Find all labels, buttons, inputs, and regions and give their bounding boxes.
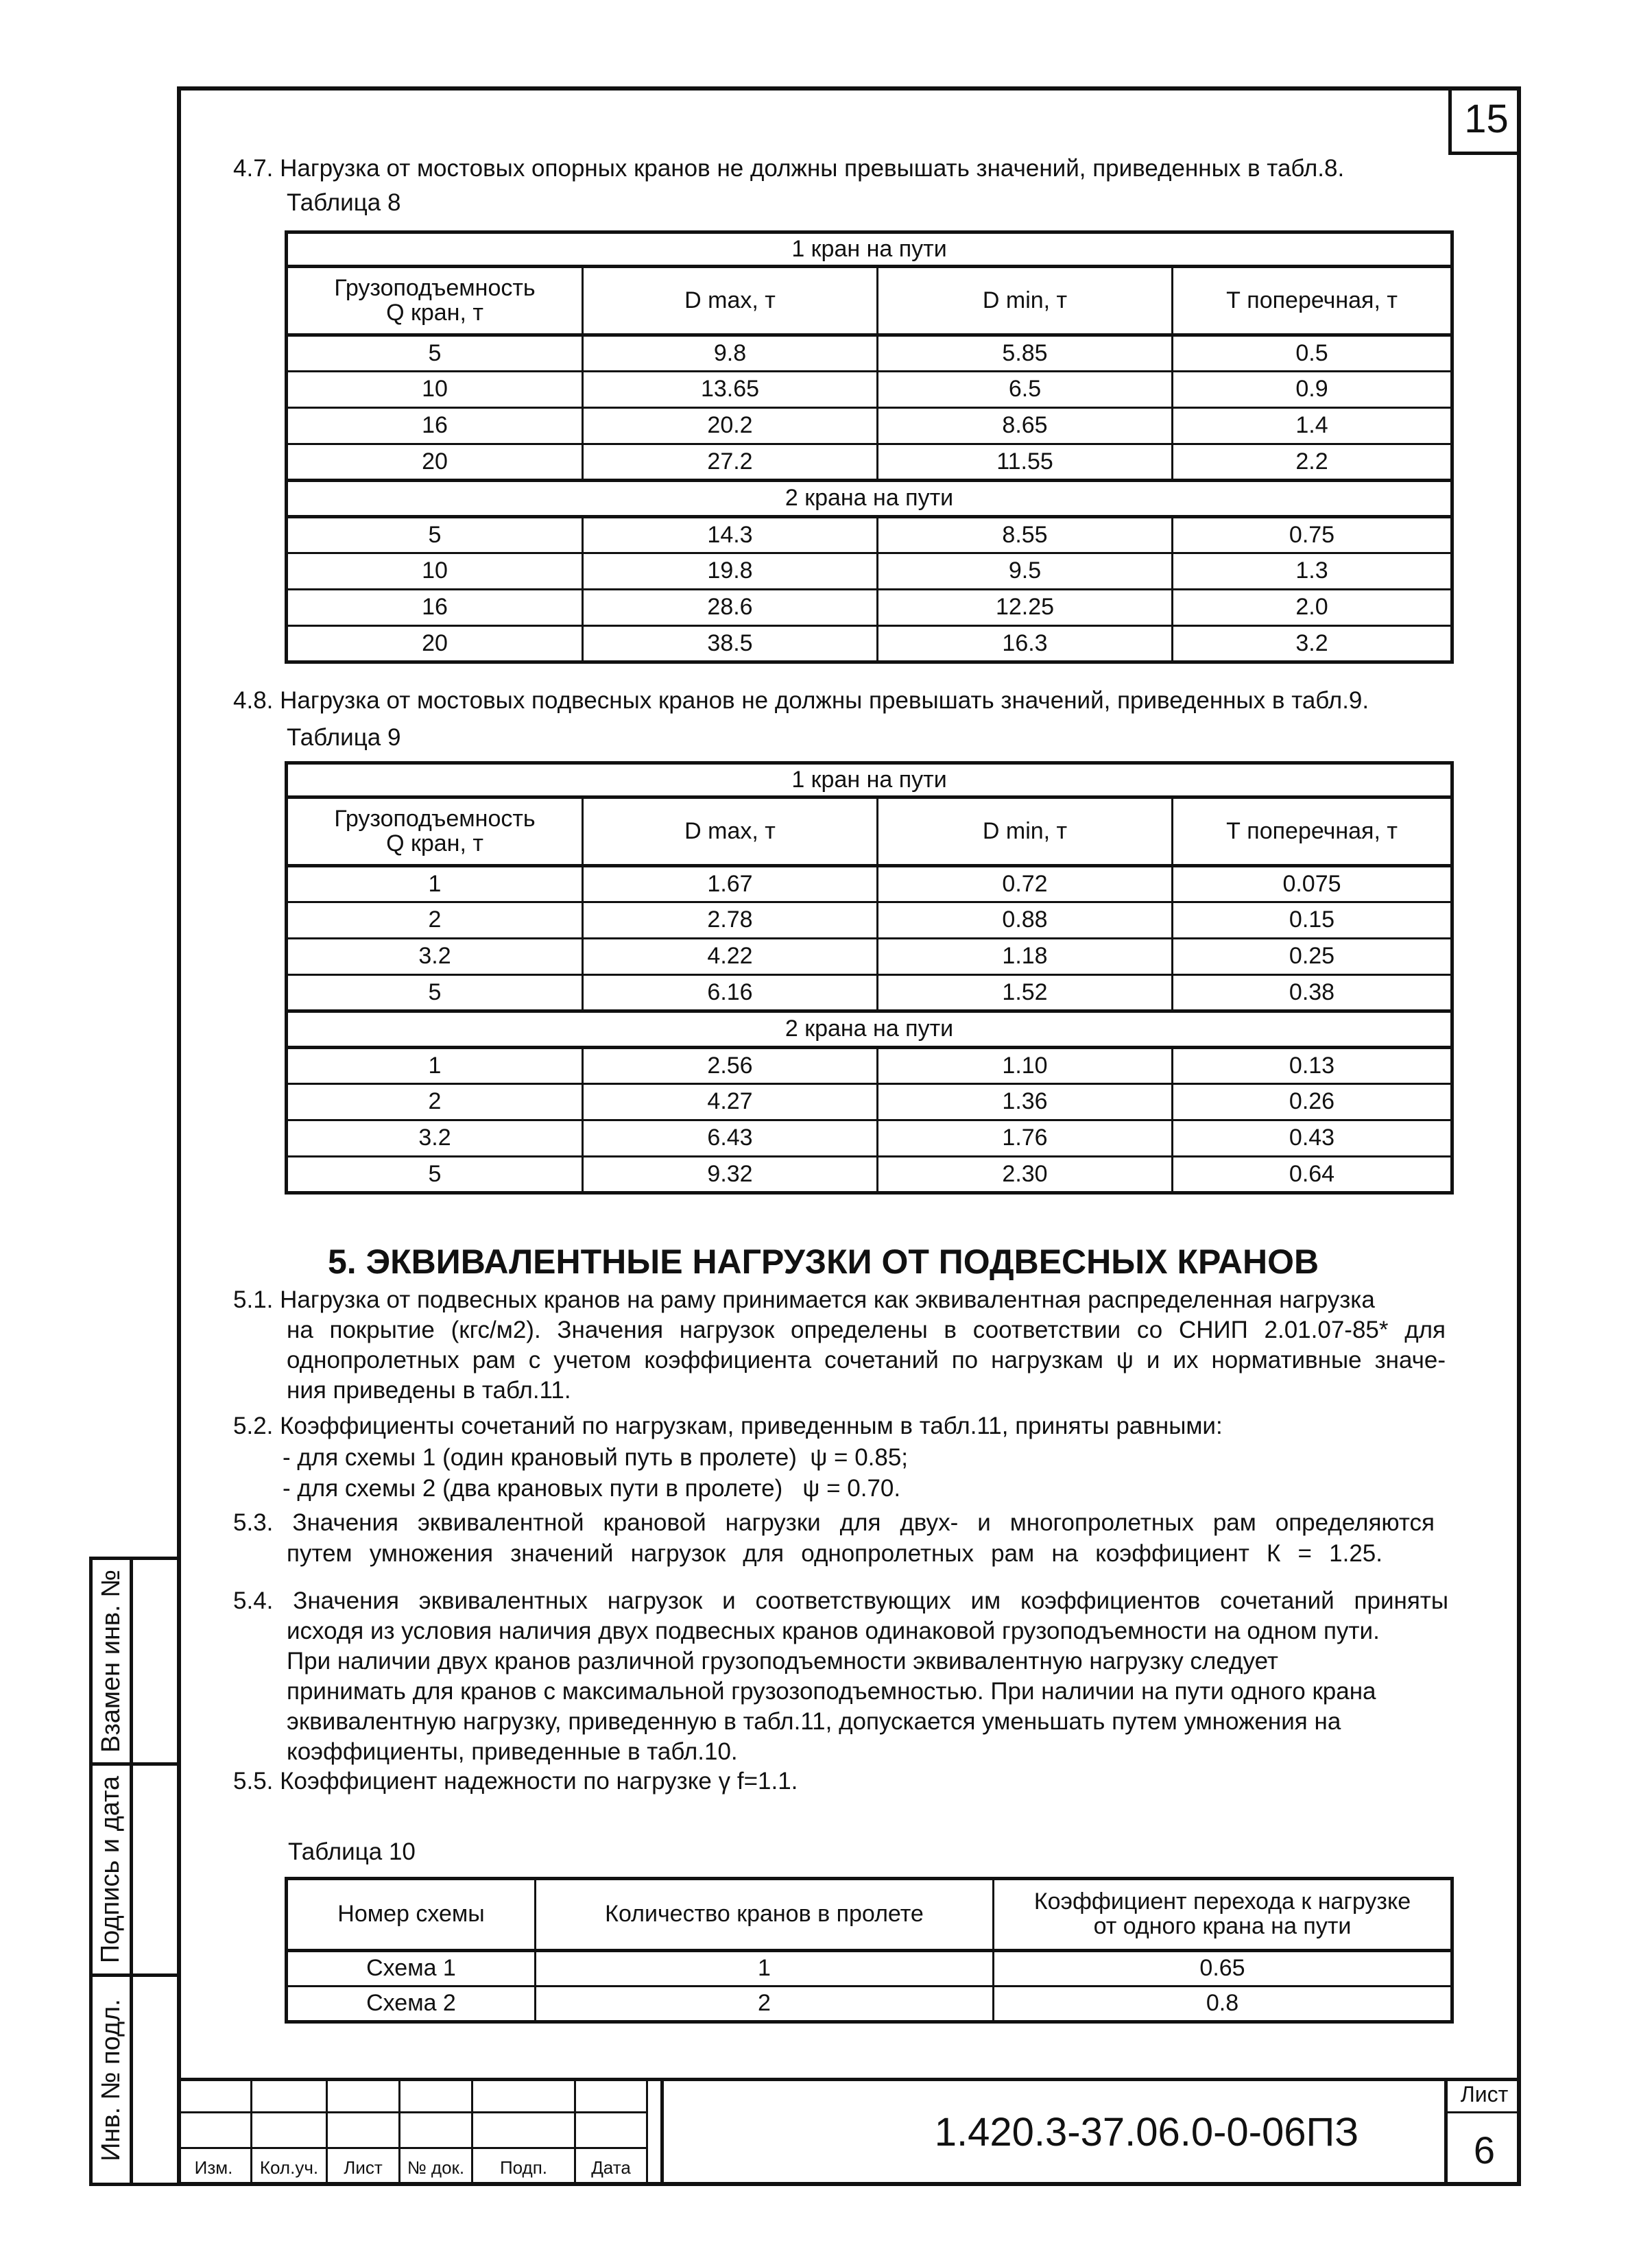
cell: 2 [287,902,583,939]
cell: 8.65 [878,408,1173,444]
section-4-8: 4.8. Нагрузка от мостовых подвесных кранов не должны превышать значений, приведенных в табл.9. [233,687,1369,714]
cell: 0.72 [878,866,1173,902]
cell: Схема 2 [287,1987,536,2022]
table-row [287,335,1452,372]
table-row [287,1157,1452,1193]
p53-line-2: путем умножения значений нагрузок для однопролетных рам на коэффициент К = 1.25. [287,1540,1382,1567]
cell: 5 [287,975,583,1011]
cell: 5 [287,517,583,553]
strip-value-replace [130,1560,178,1766]
rev-cell [576,2078,648,2113]
t9-group-2: 2 крана на пути [287,1011,1452,1048]
cell: 5.85 [878,335,1173,372]
cell: 1.18 [878,939,1173,975]
cell: 1.76 [878,1120,1173,1157]
cell: 0.75 [1173,517,1452,553]
table-9-caption: Таблица 9 [287,724,401,751]
table-row [287,1987,1452,2022]
table-row [287,975,1452,1011]
cell: 9.5 [878,553,1173,590]
p54-line-3: При наличии двух кранов различной грузоподъемности эквивалентную нагрузку следует [287,1648,1278,1675]
p54-line-1: 5.4. Значения эквивалентных нагрузок и соответствующих им коэффициентов сочетаний приняты [233,1587,1448,1614]
cell: 2.0 [1173,590,1452,626]
col-label-signature: Подп. [473,2149,576,2186]
table-row [287,1048,1452,1084]
p51-line-1: 5.1. Нагрузка от подвесных кранов на раму принимается как эквивалентная распределенная нагрузка [233,1286,1375,1313]
cell: 0.075 [1173,866,1452,902]
strip-value-signature [130,1766,178,1977]
cell: 2.56 [583,1048,878,1084]
table-9 [285,761,1454,1195]
cell: 12.25 [878,590,1173,626]
rev-cell [177,2078,252,2113]
strip-value-column [130,1557,181,2186]
strip-label-replace: Взамен инв. № [96,1570,125,1753]
cell: 3.2 [1173,626,1452,662]
cell: 20.2 [583,408,878,444]
table-8-caption: Таблица 8 [287,189,401,216]
p52-line-2: - для схемы 1 (один крановый путь в пролете) ψ = 0.85; [283,1444,909,1471]
table-row [287,517,1452,553]
cell: 16.3 [878,626,1173,662]
cell: 0.43 [1173,1120,1452,1157]
cell: 2.30 [878,1157,1173,1193]
cell: 10 [287,553,583,590]
cell: 3.2 [287,939,583,975]
cell: 9.32 [583,1157,878,1193]
cell: 13.65 [583,372,878,408]
cell: 0.38 [1173,975,1452,1011]
strip-label-column [89,1557,133,2186]
cell: 8.55 [878,517,1173,553]
rev-cell [400,2113,473,2149]
sheet-box [1444,2078,1521,2186]
cell: 1.10 [878,1048,1173,1084]
rev-cell [177,2113,252,2149]
cell: 1 [536,1951,994,1987]
cell: 10 [287,372,583,408]
cell: 1 [287,866,583,902]
cell: 16 [287,408,583,444]
cell: 1.67 [583,866,878,902]
cell: 1.3 [1173,553,1452,590]
table-row [287,590,1452,626]
cell: 0.8 [994,1987,1452,2022]
p53-line-1: 5.3. Значения эквивалентной крановой нагрузки для двух- и многопролетных рам определяются [233,1509,1435,1536]
section-4-7: 4.7. Нагрузка от мостовых опорных кранов не должны превышать значений, приведенных в табл.8. [233,155,1345,182]
cell: 0.64 [1173,1157,1452,1193]
cell: 20 [287,626,583,662]
cell: 6.16 [583,975,878,1011]
col-label-count: Кол.уч. [252,2149,328,2186]
cell: 28.6 [583,590,878,626]
table-row [287,408,1452,444]
p55: 5.5. Коэффициент надежности по нагрузке γ f=1.1. [233,1768,798,1795]
rev-cell [473,2113,576,2149]
cell: 5 [287,1157,583,1193]
cell: 27.2 [583,444,878,481]
cell: 3.2 [287,1120,583,1157]
col-label-date: Дата [576,2149,648,2186]
cell: 1.36 [878,1084,1173,1120]
rev-cell [400,2078,473,2113]
cell: 2 [287,1084,583,1120]
table-row [287,1951,1452,1987]
cell: Схема 1 [287,1951,536,1987]
t10-header-scheme: Номер схемы [287,1879,536,1951]
strip-label-signature: Подпись и дата [96,1775,125,1964]
cell: 0.65 [994,1951,1452,1987]
cell: 19.8 [583,553,878,590]
table-row [287,1120,1452,1157]
strip-cell-replace [93,1560,130,1766]
rev-cell [252,2078,328,2113]
table-row [287,444,1452,481]
strip-cell-inventory [93,1977,130,2183]
p54-line-5: эквивалентную нагрузку, приведенную в табл.11, допускается уменьшать путем умножения на [287,1708,1341,1735]
t8-header-dmin: D min, т [878,267,1173,335]
cell: 5 [287,335,583,372]
t9-header-capacity: Грузоподъемность Q кран, т [287,797,583,866]
cell: 2.2 [1173,444,1452,481]
cell: 9.8 [583,335,878,372]
cell: 2.78 [583,902,878,939]
table-row [287,553,1452,590]
strip-label-inventory: Инв. № подл. [96,1998,125,2161]
strip-cell-signature [93,1766,130,1977]
cell: 0.25 [1173,939,1452,975]
document-code: 1.420.3-37.06.0-0-06ПЗ [934,2109,1359,2155]
sheet-value: 6 [1473,2128,1496,2172]
t9-header-dmax: D max, т [583,797,878,866]
rev-cell [328,2078,400,2113]
table-row [287,939,1452,975]
cell: 0.13 [1173,1048,1452,1084]
cell: 4.27 [583,1084,878,1120]
cell: 2 [536,1987,994,2022]
table-row [287,626,1452,662]
p54-line-6: коэффициенты, приведенные в табл.10. [287,1738,738,1765]
rev-cell [252,2113,328,2149]
cell: 6.5 [878,372,1173,408]
rev-cell [328,2113,400,2149]
table-10 [285,1877,1454,2024]
sheet-label: Лист [1448,2078,1521,2113]
t8-header-dmax: D max, т [583,267,878,335]
cell: 38.5 [583,626,878,662]
cell: 0.15 [1173,902,1452,939]
table-row [287,372,1452,408]
title-block [177,2078,1521,2186]
p51-line-4: ния приведены в табл.11. [287,1377,571,1404]
page-number: 15 [1448,86,1521,155]
cell: 14.3 [583,517,878,553]
t9-header-dmin: D min, т [878,797,1173,866]
t10-header-coef: Коэффициент перехода к нагрузке от одного крана на пути [994,1879,1452,1951]
cell: 16 [287,590,583,626]
t9-header-t: Т поперечная, т [1173,797,1452,866]
p52-line-3: - для схемы 2 (два крановых пути в пролете) ψ = 0.70. [283,1475,901,1502]
p54-line-4: принимать для кранов с максимальной грузозоподъемностью. При наличии на пути одного крана [287,1678,1376,1705]
section-5-heading: 5. ЭКВИВАЛЕНТНЫЕ НАГРУЗКИ ОТ ПОДВЕСНЫХ КРАНОВ [328,1243,1319,1281]
cell: 0.88 [878,902,1173,939]
t8-group-2: 2 крана на пути [287,481,1452,517]
left-stamp-strip [89,1557,181,2186]
p52-line-1: 5.2. Коэффициенты сочетаний по нагрузкам, приведенным в табл.11, приняты равными: [233,1413,1223,1439]
t8-group-1: 1 кран на пути [287,232,1452,267]
table-10-caption: Таблица 10 [288,1838,416,1865]
col-label-sheet: Лист [328,2149,400,2186]
t8-header-capacity: Грузоподъемность Q кран, т [287,267,583,335]
table-8 [285,230,1454,664]
rev-cell [576,2113,648,2149]
rev-cell [473,2078,576,2113]
cell: 4.22 [583,939,878,975]
p54-line-2: исходя из условия наличия двух подвесных кранов одинаковой грузоподъемности на одном пути. [287,1618,1380,1644]
cell: 20 [287,444,583,481]
cell: 0.26 [1173,1084,1452,1120]
cell: 1.4 [1173,408,1452,444]
col-label-rev: Изм. [177,2149,252,2186]
t9-group-1: 1 кран на пути [287,763,1452,797]
table-row [287,902,1452,939]
p51-line-3: однопролетных рам с учетом коэффициента сочетаний по нагрузкам ψ и их нормативные значе- [287,1347,1446,1373]
cell: 1 [287,1048,583,1084]
cell: 11.55 [878,444,1173,481]
cell: 1.52 [878,975,1173,1011]
cell: 0.5 [1173,335,1452,372]
table-row [287,1084,1452,1120]
t10-header-count: Количество кранов в пролете [536,1879,994,1951]
col-label-doc: № док. [400,2149,473,2186]
table-row [287,866,1452,902]
revision-grid [177,2078,664,2186]
p51-line-2: на покрытие (кгс/м2). Значения нагрузок определены в соответствии со СНИП 2.01.07-85* для [287,1317,1446,1343]
t8-header-t: Т поперечная, т [1173,267,1452,335]
strip-value-inventory [130,1977,178,2183]
cell: 0.9 [1173,372,1452,408]
cell: 6.43 [583,1120,878,1157]
